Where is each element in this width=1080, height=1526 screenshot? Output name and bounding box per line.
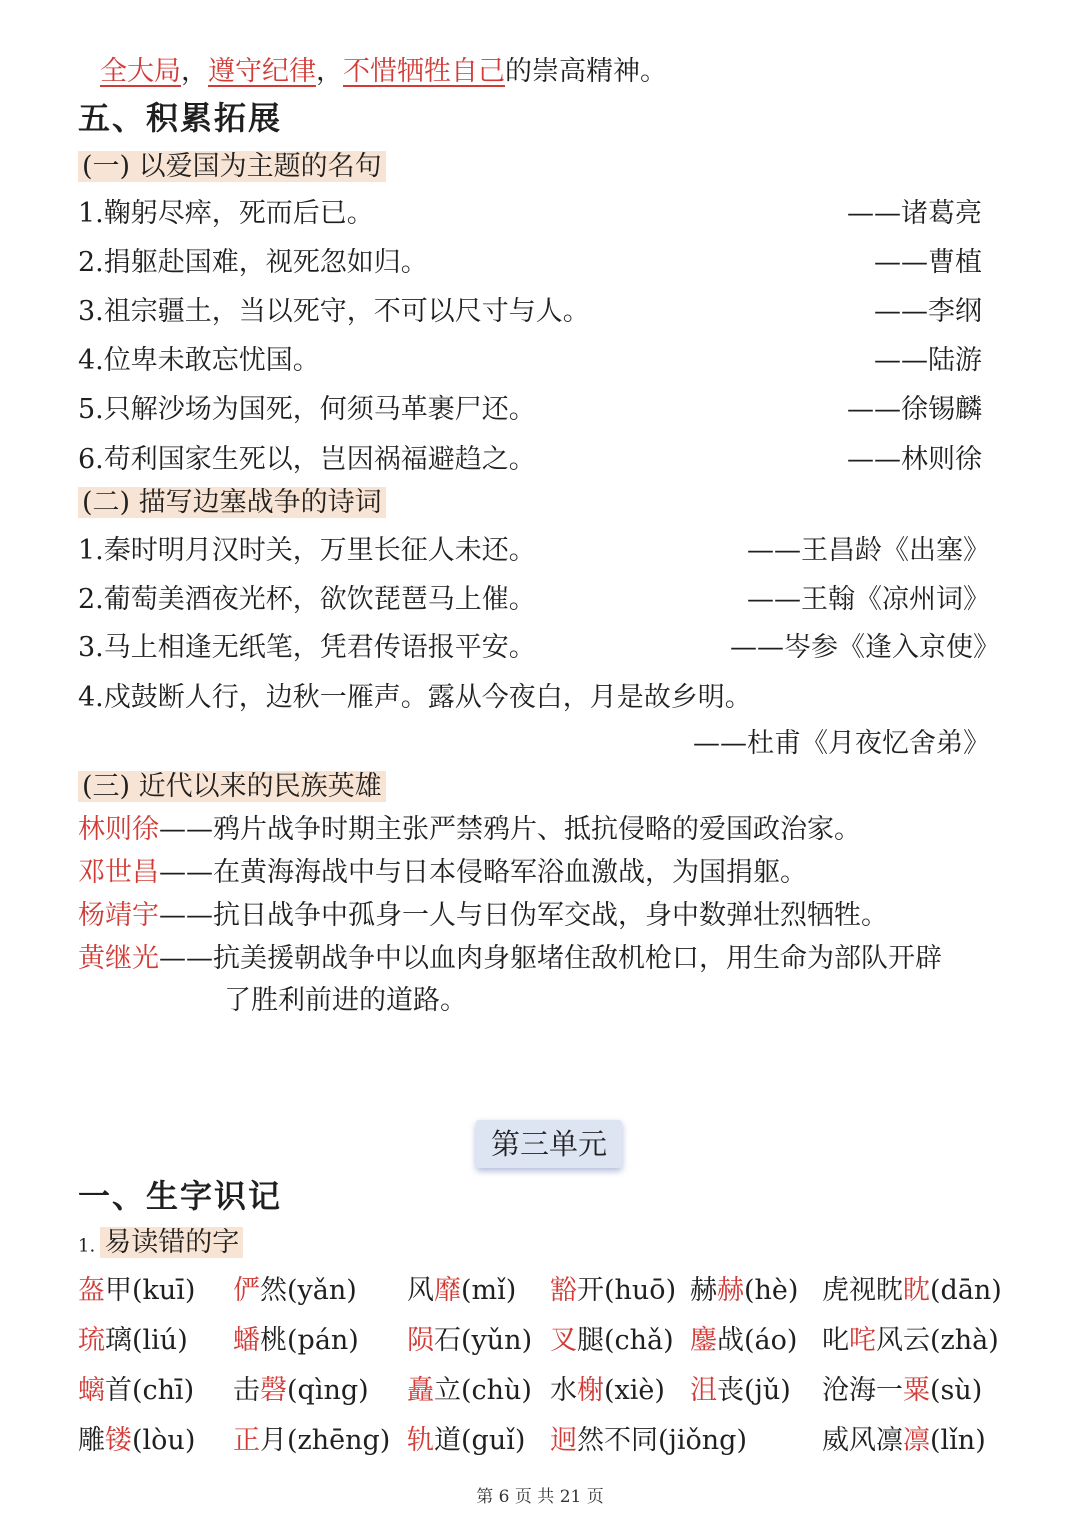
char-item: 螭首(chī) (78, 1375, 195, 1406)
char-item: 叉腿(chǎ) (550, 1325, 674, 1356)
poem-4: 4.戍鼓断人行，边秋一雁声。露从今夜白，月是故乡明。 (78, 682, 752, 713)
subsection-3-heading: (三) 近代以来的民族英雄 (78, 768, 386, 806)
char-item: 击磬(qìng) (233, 1375, 369, 1406)
char-item: 赫赫(hè) (690, 1275, 799, 1306)
char-item: 沧海一粟(sù) (822, 1375, 983, 1406)
highlighted-char: 螭 (78, 1375, 105, 1406)
char-item: 沮丧(jǔ) (690, 1375, 791, 1406)
highlighted-char: 叉 (550, 1325, 577, 1356)
char-item: 琉璃(liú) (78, 1325, 188, 1356)
keyword-2: 遵守纪律 (208, 56, 316, 87)
poem-3: 3.马上相逢无纸笔，凭君传语报平安。 (78, 632, 536, 663)
char-item: 虎视眈眈(dān) (822, 1275, 1002, 1306)
char-item: 蟠桃(pán) (233, 1325, 359, 1356)
quote-5: 5.只解沙场为国死，何须马革裹尸还。 (78, 394, 536, 425)
hero-name: 邓世昌 (78, 857, 159, 888)
char-item: 迥然不同(jiǒng) (550, 1425, 748, 1456)
poem-4-author: ——杜甫《月夜忆舍弟》 (693, 728, 990, 759)
poem-1-author: ——王昌龄《出塞》 (747, 535, 990, 566)
highlighted-char: 俨 (233, 1275, 260, 1306)
page-footer: 第 6 页 共 21 页 (476, 1487, 604, 1507)
quote-4-author: ——陆游 (874, 345, 982, 376)
highlighted-char: 正 (233, 1425, 260, 1456)
hero-name: 黄继光 (78, 943, 159, 974)
poem-2: 2.葡萄美酒夜光杯，欲饮琵琶马上催。 (78, 584, 536, 615)
poem-3-author: ——岑参《逢入京使》 (730, 632, 1000, 663)
intro-line: 全大局，遵守纪律，不惜牺牲自己的崇高精神。 (100, 56, 667, 87)
hero-name: 林则徐 (78, 814, 159, 845)
highlighted-char: 豁 (550, 1275, 577, 1306)
highlighted-char: 凛 (903, 1425, 930, 1456)
char-item: 风靡(mǐ) (407, 1275, 517, 1306)
quote-2: 2.捐躯赴国难，视死忽如归。 (78, 247, 428, 278)
subsection-2-heading: (二) 描写边塞战争的诗词 (78, 484, 386, 522)
section-1-heading: 一、生字识记 (78, 1177, 283, 1215)
subsection-heading: 1. 易读错的字 (78, 1224, 243, 1266)
hero-2: 邓世昌——在黄海海战中与日本侵略军浴血激战，为国捐躯。 (78, 857, 807, 888)
highlighted-char: 迥 (550, 1425, 577, 1456)
quote-5-author: ——徐锡麟 (847, 394, 982, 425)
highlighted-char: 眈 (903, 1275, 930, 1306)
char-item: 豁开(huō) (550, 1275, 677, 1306)
highlighted-char: 沮 (690, 1375, 717, 1406)
highlighted-char: 镂 (105, 1425, 132, 1456)
char-item: 盔甲(kuī) (78, 1275, 196, 1306)
quote-2-author: ——曹植 (874, 247, 982, 278)
subsection-1-heading: (一) 以爱国为主题的名句 (78, 148, 386, 186)
quote-1: 1.鞠躬尽瘁，死而后已。 (78, 198, 374, 229)
hero-4-continued: 了胜利前进的道路。 (224, 985, 467, 1016)
poem-1: 1.秦时明月汉时关，万里长征人未还。 (78, 535, 536, 566)
highlighted-char: 蟠 (233, 1325, 260, 1356)
subsection-number: 1. (78, 1235, 96, 1257)
char-item: 威风凛凛(lǐn) (822, 1425, 986, 1456)
hero-4: 黄继光——抗美援朝战争中以血肉身躯堵住敌机枪口，用生命为部队开辟 (78, 943, 942, 974)
char-item: 矗立(chù) (407, 1375, 532, 1406)
char-item: 水榭(xiè) (550, 1375, 665, 1406)
highlighted-char: 盔 (78, 1275, 105, 1306)
keyword-3: 不惜牺牲自己 (343, 56, 505, 87)
highlighted-char: 赫 (717, 1275, 744, 1306)
quote-3: 3.祖宗疆土，当以死守，不可以尺寸与人。 (78, 296, 590, 327)
char-item: 俨然(yǎn) (233, 1275, 357, 1306)
section-5-heading: 五、积累拓展 (78, 99, 283, 137)
highlighted-char: 琉 (78, 1325, 105, 1356)
highlighted-char: 陨 (407, 1325, 434, 1356)
keyword-1: 全大局 (100, 56, 181, 87)
char-item: 叱咤风云(zhà) (822, 1325, 999, 1356)
hero-3: 杨靖宇——抗日战争中孤身一人与日伪军交战，身中数弹壮烈牺牲。 (78, 900, 888, 931)
quote-1-author: ——诸葛亮 (847, 198, 982, 229)
char-item: 正月(zhēng) (233, 1425, 391, 1456)
highlighted-char: 粟 (903, 1375, 930, 1406)
highlighted-char: 矗 (407, 1375, 434, 1406)
highlighted-char: 榭 (577, 1375, 604, 1406)
quote-6-author: ——林则徐 (847, 444, 982, 475)
quote-4: 4.位卑未敢忘忧国。 (78, 345, 320, 376)
unit-title: 第三单元 (476, 1120, 622, 1168)
char-item: 陨石(yǔn) (407, 1325, 533, 1356)
hero-name: 杨靖宇 (78, 900, 159, 931)
poem-2-author: ——王翰《凉州词》 (747, 584, 990, 615)
quote-6: 6.苟利国家生死以，岂因祸福避趋之。 (78, 444, 536, 475)
highlighted-char: 靡 (434, 1275, 461, 1306)
char-item: 鏖战(áo) (690, 1325, 798, 1356)
highlighted-char: 鏖 (690, 1325, 717, 1356)
char-item: 雕镂(lòu) (78, 1425, 196, 1456)
highlighted-char: 轨 (407, 1425, 434, 1456)
quote-3-author: ——李纲 (874, 296, 982, 327)
hero-1: 林则徐——鸦片战争时期主张严禁鸦片、抵抗侵略的爱国政治家。 (78, 814, 861, 845)
highlighted-char: 咤 (849, 1325, 876, 1356)
char-item: 轨道(guǐ) (407, 1425, 526, 1456)
highlighted-char: 磬 (260, 1375, 287, 1406)
